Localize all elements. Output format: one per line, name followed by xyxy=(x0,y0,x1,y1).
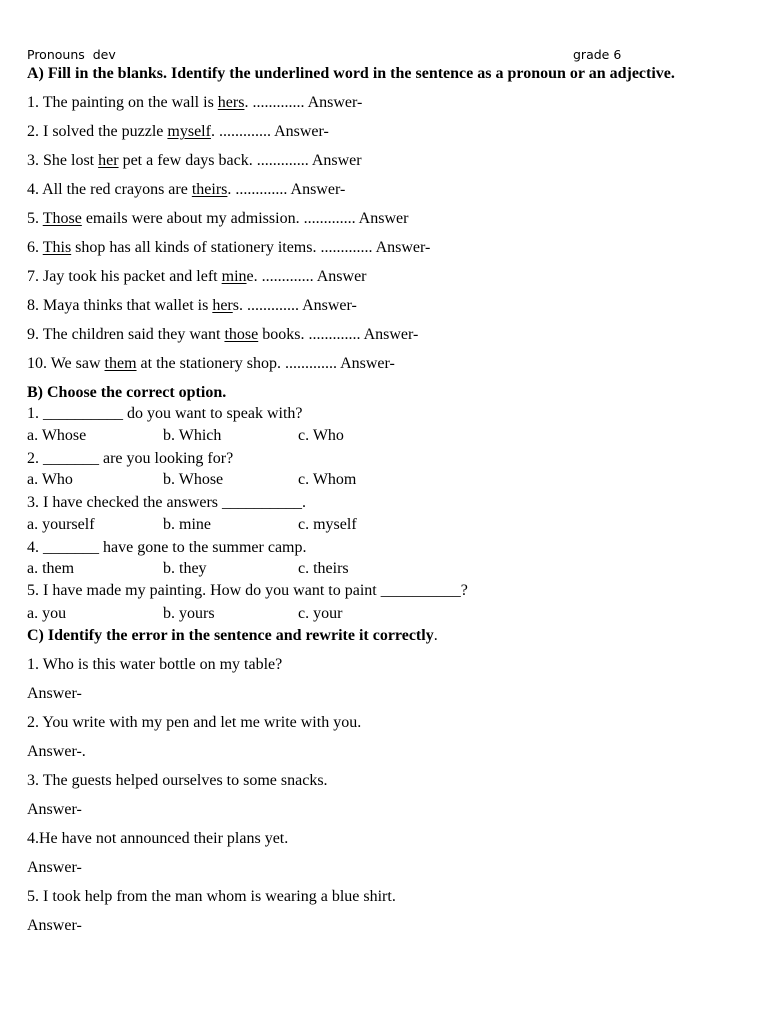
option-a: a. yourself xyxy=(27,516,95,533)
item-text-pre: The painting on the wall is xyxy=(42,94,218,111)
section-c-heading-period: . xyxy=(433,627,438,644)
header-grade: grade 6 xyxy=(573,47,622,62)
item-number: 8. xyxy=(27,297,43,314)
section-b-question-4: 4. _______ have gone to the summer camp. xyxy=(27,539,307,556)
item-text-post: books. ............. Answer- xyxy=(258,326,419,343)
item-text-pre: Maya thinks that wallet is xyxy=(43,297,213,314)
item-text-post: e. ............. Answer xyxy=(246,268,367,285)
section-a-item-7 xyxy=(27,267,367,287)
section-b-heading: B) Choose the correct option. xyxy=(27,384,227,401)
item-text-pre: I solved the puzzle xyxy=(43,123,168,140)
item-number: 1. xyxy=(27,94,43,111)
underlined-word: This xyxy=(42,239,72,256)
option-b: b. Which xyxy=(163,427,222,444)
section-c-heading xyxy=(27,626,438,646)
section-a-item-3 xyxy=(27,151,362,171)
section-a-item-8 xyxy=(27,296,357,316)
option-b: b. yours xyxy=(163,605,215,622)
item-text-post: at the stationery shop. ............. Answer- xyxy=(136,355,395,372)
section-b-question-1: 1. __________ do you want to speak with? xyxy=(27,405,303,422)
section-c-heading-text: C) Identify the error in the sentence and rewrite it correctly xyxy=(27,627,434,644)
option-a: a. Who xyxy=(27,471,73,488)
underlined-word: those xyxy=(224,326,259,343)
item-text-post: . ............. Answer- xyxy=(227,181,346,198)
section-c-answer-2: Answer-. xyxy=(27,743,86,760)
item-text-post: pet a few days back. ............. Answer xyxy=(118,152,362,169)
underlined-word: min xyxy=(221,268,247,285)
option-c: c. Whom xyxy=(298,471,357,488)
section-a-item-9 xyxy=(27,325,418,345)
item-text-pre: All the red crayons are xyxy=(42,181,192,198)
item-text-pre: We saw xyxy=(50,355,105,372)
underlined-word: her xyxy=(98,152,119,169)
option-a: a. them xyxy=(27,560,75,577)
item-text-post: s. ............. Answer- xyxy=(232,297,357,314)
section-a-item-2 xyxy=(27,122,329,142)
section-b-question-2: 2. _______ are you looking for? xyxy=(27,450,234,467)
section-b-question-5: 5. I have made my painting. How do you want to paint __________? xyxy=(27,582,468,599)
item-text-post: emails were about my admission. ............. Answer xyxy=(81,210,409,227)
item-number: 2. xyxy=(27,123,43,140)
option-c: c. theirs xyxy=(298,560,349,577)
section-c-question-5: 5. I took help from the man whom is wearing a blue shirt. xyxy=(27,888,396,905)
section-c-answer-1: Answer- xyxy=(27,685,82,702)
item-text-post: . ............. Answer- xyxy=(244,94,363,111)
section-c-answer-5: Answer- xyxy=(27,917,82,934)
section-a-heading: A) Fill in the blanks. Identify the underlined word in the sentence as a pronoun or an adjective. xyxy=(27,65,675,82)
option-a: a. Whose xyxy=(27,427,87,444)
section-a-item-1 xyxy=(27,93,362,113)
item-number: 7. xyxy=(27,268,43,285)
item-text-pre: She lost xyxy=(43,152,99,169)
item-number: 6. xyxy=(27,239,43,256)
option-b: b. they xyxy=(163,560,207,577)
section-a-item-10 xyxy=(27,354,395,374)
option-c: c. myself xyxy=(298,516,357,533)
option-b: b. Whose xyxy=(163,471,224,488)
underlined-word: Those xyxy=(42,210,82,227)
option-c: c. your xyxy=(298,605,343,622)
underlined-word: hers xyxy=(217,94,245,111)
section-a-item-5 xyxy=(27,209,408,229)
section-c-answer-4: Answer- xyxy=(27,859,82,876)
item-number: 5. xyxy=(27,210,43,227)
underlined-word: myself xyxy=(167,123,211,140)
section-c-answer-3: Answer- xyxy=(27,801,82,818)
item-text-pre: The children said they want xyxy=(42,326,225,343)
section-c-question-4: 4.He have not announced their plans yet. xyxy=(27,830,289,847)
item-text-pre: Jay took his packet and left xyxy=(43,268,222,285)
option-a: a. you xyxy=(27,605,67,622)
section-b-question-3: 3. I have checked the answers __________. xyxy=(27,494,307,511)
item-number: 3. xyxy=(27,152,43,169)
option-b: b. mine xyxy=(163,516,211,533)
section-a-item-4 xyxy=(27,180,345,200)
item-text-post: shop has all kinds of stationery items. ............. Answer- xyxy=(71,239,431,256)
section-c-question-3: 3. The guests helped ourselves to some snacks. xyxy=(27,772,328,789)
underlined-word: her xyxy=(212,297,233,314)
underlined-word: them xyxy=(104,355,137,372)
item-number: 9. xyxy=(27,326,43,343)
item-number: 10. xyxy=(27,355,51,372)
section-a-item-6 xyxy=(27,238,430,258)
item-number: 4. xyxy=(27,181,43,198)
option-c: c. Who xyxy=(298,427,344,444)
header-title: Pronouns dev xyxy=(27,47,116,62)
section-c-question-2: 2. You write with my pen and let me write with you. xyxy=(27,714,362,731)
item-text-post: . ............. Answer- xyxy=(210,123,329,140)
underlined-word: theirs xyxy=(191,181,228,198)
section-c-question-1: 1. Who is this water bottle on my table? xyxy=(27,656,283,673)
